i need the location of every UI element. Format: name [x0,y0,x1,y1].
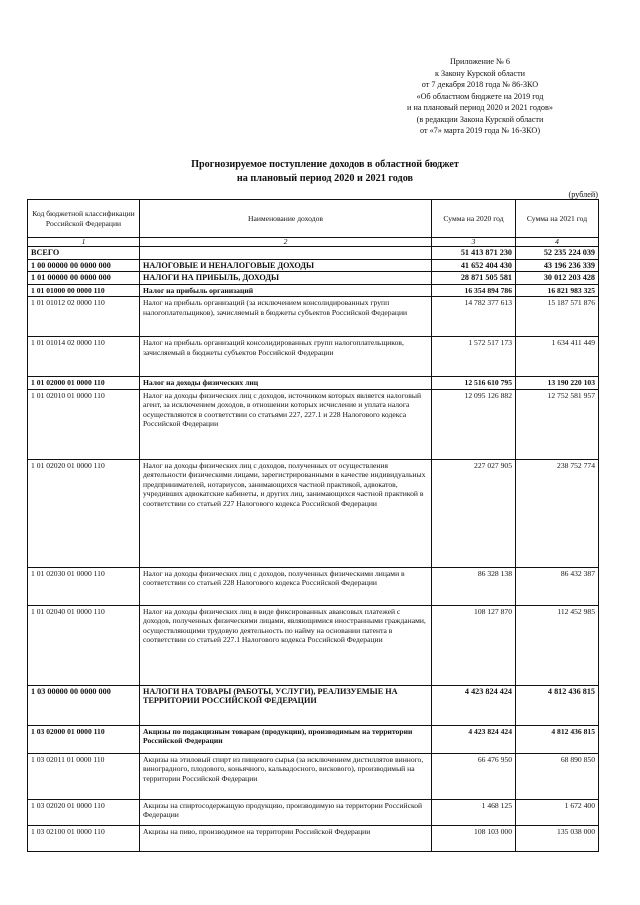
annex-line: Приложение № 6 [450,57,510,66]
row-value-2020: 108 103 000 [432,825,516,851]
table-row [28,825,599,851]
row-value-2020: 108 127 870 [432,605,516,685]
row-name: Налог на доходы физических лиц с доходов, источником которых является налоговый агент, за исключением доходов, в отношении которых исчисление и уплата налога осуществляются в соответствии со статьями 227, 227.1 и 228 Налогового кодекса Российской Федерации [140,389,432,459]
header-code: Код бюджетной классификации Российской Федерации [28,200,140,238]
row-name: Налог на прибыль организаций (за исключением консолидированных групп налогоплательщиков), зачисляемый в бюджеты субъектов Российской Федерации [140,297,432,337]
row-value-2021: 1 634 411 449 [516,337,599,377]
table-row [28,753,599,799]
column-index: 3 [432,238,516,247]
row-value-2020: 12 095 126 882 [432,389,516,459]
row-value-2020: 51 413 871 230 [432,247,516,260]
row-value-2021: 52 235 224 039 [516,247,599,260]
table-row [28,799,599,825]
annex-line: (в редакции Закона Курской области [416,114,544,124]
table-row [28,377,599,390]
row-code: ВСЕГО [28,247,140,260]
row-name: Налог на доходы физических лиц с доходов, полученных от осуществления деятельности физическими лицами, зарегистрированными в качестве индивидуальных предпринимателей, нотариусов, занимающихся частной практикой, адвокатов, учредивших адвокатские кабинеты, и других лиц, занимающихся частной практикой в соответствии со статьей 227 Налогового кодекса Российской Федерации [140,459,432,567]
row-name: Налог на прибыль организаций консолидированных групп налогоплательщиков, зачисляемый в бюджеты субъектов Российской Федерации [140,337,432,377]
annex-line: и на плановый период 2020 и 2021 годов» [407,103,553,112]
row-value-2021: 4 812 436 815 [516,725,599,753]
table-row [28,567,599,605]
row-value-2021: 4 812 436 815 [516,685,599,725]
row-value-2021: 112 452 985 [516,605,599,685]
row-name: Налог на доходы физических лиц в виде фиксированных авансовых платежей с доходов, полученных физическими лицами, являющимися иностранными гражданами, осуществляющими трудовую деятельность по найму на основании патента в соответствии со статьей 227.1 Налогового кодекса Российской Федерации [140,605,432,685]
table-row [28,247,599,260]
column-index: 2 [140,238,432,247]
row-value-2020: 41 652 404 430 [432,259,516,272]
row-value-2020: 86 328 138 [432,567,516,605]
row-value-2021: 68 890 850 [516,753,599,799]
row-name: Налог на доходы физических лиц с доходов, полученных физическими лицами в соответствии со статьей 228 Налогового кодекса Российской Федерации [140,567,432,605]
row-value-2020: 1 468 125 [432,799,516,825]
table-row [28,297,599,337]
row-value-2021: 30 012 203 428 [516,272,599,285]
row-value-2021: 135 038 000 [516,825,599,851]
row-value-2020: 227 027 905 [432,459,516,567]
row-value-2021: 43 196 236 339 [516,259,599,272]
table-row [28,605,599,685]
row-code: 1 01 02030 01 0000 110 [28,567,140,605]
row-name: Акцизы на пиво, производимое на территории Российской Федерации [140,825,432,851]
title-line: на плановый период 2020 и 2021 годов [236,172,414,184]
table-row [28,337,599,377]
row-value-2021: 1 672 400 [516,799,599,825]
row-value-2021: 16 821 983 325 [516,284,599,297]
row-value-2021: 238 752 774 [516,459,599,567]
unit-label: (рублей) [568,190,598,199]
row-code: 1 03 02011 01 0000 110 [28,753,140,799]
row-code: 1 01 01014 02 0000 110 [28,337,140,377]
row-code: 1 03 02100 01 0000 110 [28,825,140,851]
row-value-2020: 4 423 824 424 [432,685,516,725]
row-code: 1 00 00000 00 0000 000 [28,259,140,272]
table-row [28,685,599,725]
row-code: 1 01 02020 01 0000 110 [28,459,140,567]
title-line: Прогнозируемое поступление доходов в областной бюджет [191,159,459,170]
table-row [28,284,599,297]
row-name: Налог на доходы физических лиц [140,377,432,390]
row-code: 1 01 02000 01 0000 110 [28,377,140,390]
row-value-2020: 66 476 950 [432,753,516,799]
row-name: Акцизы на спиртосодержащую продукцию, производимую на территории Российской Федерации [140,799,432,825]
row-value-2021: 12 752 581 957 [516,389,599,459]
table-row [28,725,599,753]
row-name: НАЛОГИ НА ПРИБЫЛЬ, ДОХОДЫ [140,272,432,285]
table-row [28,389,599,459]
revenue-table [27,199,599,852]
row-code: 1 03 00000 00 0000 000 [28,685,140,725]
annex-line: от 7 декабря 2018 года № 86-ЗКО [421,80,539,89]
annex-header [375,56,585,137]
row-name: Акцизы по подакцизным товарам (продукции), производимым на территории Российской Федерации [140,725,432,753]
row-code: 1 01 00000 00 0000 000 [28,272,140,285]
column-index: 1 [28,238,140,247]
row-value-2020: 4 423 824 424 [432,725,516,753]
row-code: 1 01 01012 02 0000 110 [28,297,140,337]
table-row [28,272,599,285]
row-value-2020: 14 782 377 613 [432,297,516,337]
row-name [140,247,432,260]
row-code: 1 03 02020 01 0000 110 [28,799,140,825]
header-sum-2021: Сумма на 2021 год [516,200,599,238]
header-sum-2020: Сумма на 2020 год [432,200,516,238]
row-value-2020: 16 354 894 786 [432,284,516,297]
row-code: 1 01 02040 01 0000 110 [28,605,140,685]
table-row [28,259,599,272]
column-index: 4 [516,238,599,247]
annex-line: к Закону Курской области [434,68,526,78]
row-code: 1 01 02010 01 0000 110 [28,389,140,459]
row-value-2020: 28 871 505 581 [432,272,516,285]
row-value-2021: 15 187 571 876 [516,297,599,337]
row-value-2020: 12 516 610 795 [432,377,516,390]
row-name: Акцизы на этиловый спирт из пищевого сырья (за исключением дистиллятов винного, виноградного, плодового, коньячного, кальвадосного, вискового), производимый на территории Российской Федерации [140,753,432,799]
row-code: 1 03 02000 01 0000 110 [28,725,140,753]
row-name: НАЛОГИ НА ТОВАРЫ (РАБОТЫ, УСЛУГИ), РЕАЛИЗУЕМЫЕ НА ТЕРРИТОРИИ РОССИЙСКОЙ ФЕДЕРАЦИИ [140,685,432,725]
header-name: Наименование доходов [140,200,432,238]
document-title [90,158,560,185]
row-name: НАЛОГОВЫЕ И НЕНАЛОГОВЫЕ ДОХОДЫ [140,259,432,272]
row-value-2020: 1 572 517 173 [432,337,516,377]
row-name: Налог на прибыль организаций [140,284,432,297]
row-value-2021: 86 432 387 [516,567,599,605]
row-code: 1 01 01000 00 0000 110 [28,284,140,297]
annex-line: «Об областном бюджете на 2019 год [416,91,544,101]
annex-line: от «7» марта 2019 года № 16-ЗКО) [419,126,541,135]
row-value-2021: 13 190 220 103 [516,377,599,390]
table-row [28,459,599,567]
